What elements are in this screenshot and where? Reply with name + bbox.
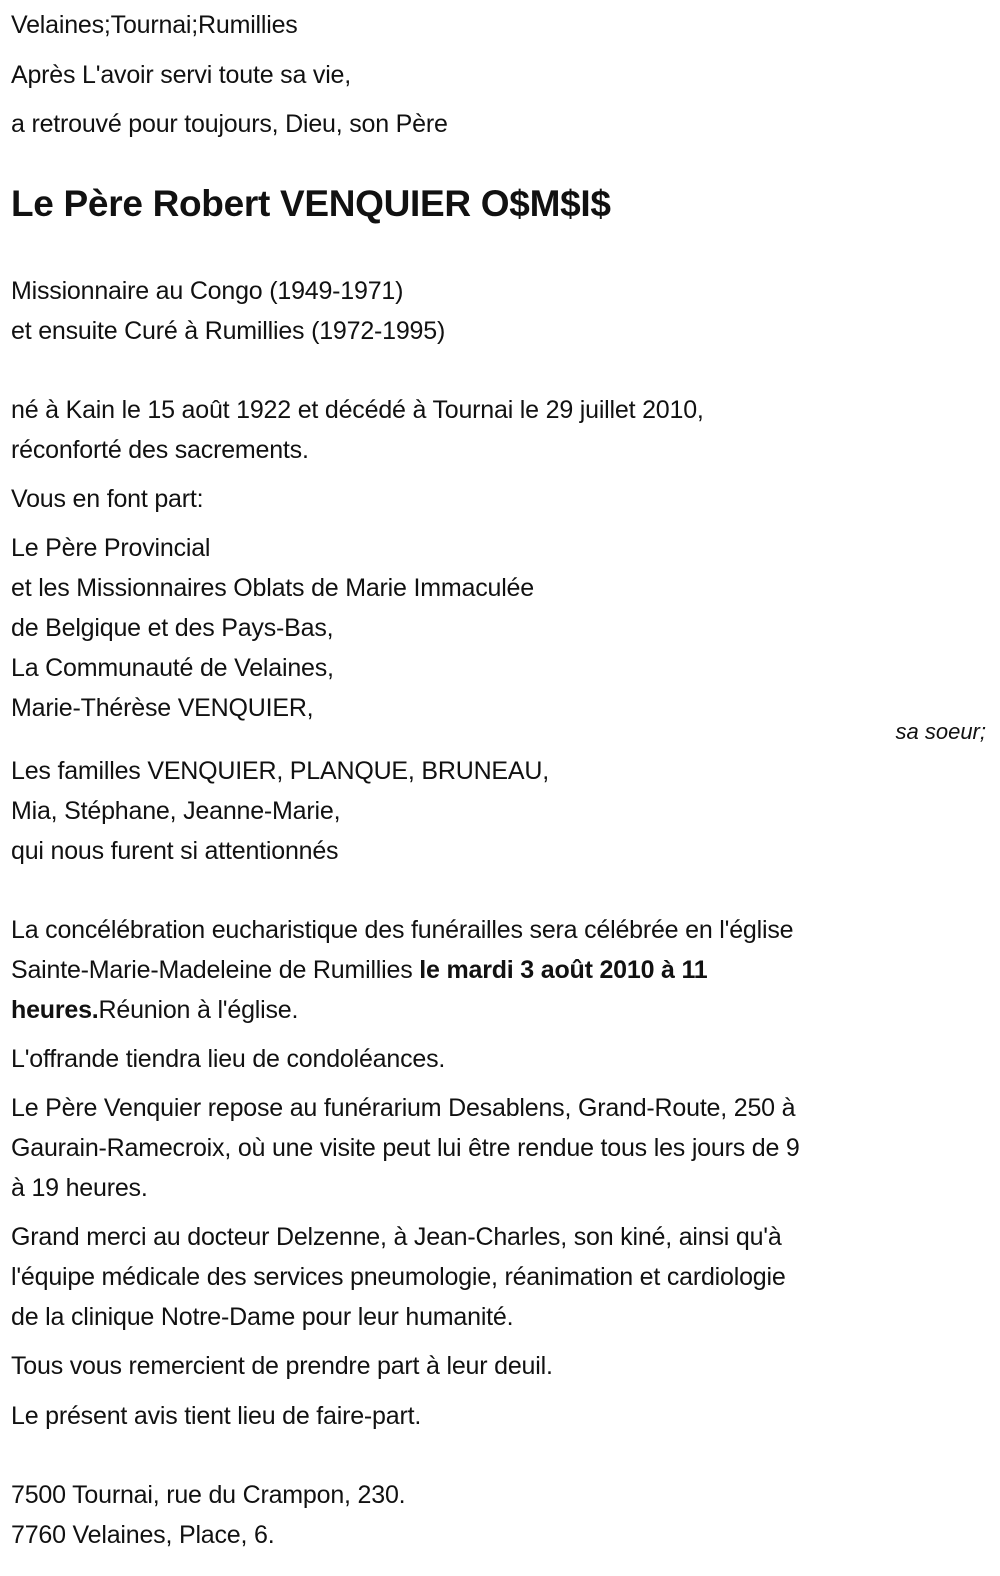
- meeting-note: Réunion à l'église.: [98, 996, 299, 1024]
- announcers-intro: Vous en font part:: [11, 485, 204, 513]
- locations-line: Velaines;Tournai;Rumillies: [11, 11, 298, 39]
- closing-line-1: Tous vous remercient de prendre part à leur deuil.: [11, 1352, 553, 1380]
- funerarium-line: Le Père Venquier repose au funérarium Desablens, Grand-Route, 250 à: [11, 1094, 796, 1122]
- thanks-line: de la clinique Notre-Dame pour leur humanité.: [11, 1303, 514, 1331]
- funerarium-line: à 19 heures.: [11, 1174, 148, 1202]
- address-line: 7760 Velaines, Place, 6.: [11, 1521, 275, 1549]
- funeral-date: le mardi 3 août 2010 à 11: [419, 956, 708, 984]
- announcer-line: de Belgique et des Pays-Bas,: [11, 614, 334, 642]
- closing-line-2: Le présent avis tient lieu de faire-part.: [11, 1402, 422, 1430]
- dates-line-2: réconforté des sacrements.: [11, 436, 309, 464]
- intro-line-1: Après L'avoir servi toute sa vie,: [11, 61, 351, 89]
- career-line-2: et ensuite Curé à Rumillies (1972-1995): [11, 317, 446, 345]
- announcer-line: et les Missionnaires Oblats de Marie Immaculée: [11, 574, 534, 602]
- intro-line-2: a retrouvé pour toujours, Dieu, son Père: [11, 110, 448, 138]
- funeral-line-2: [11, 950, 708, 990]
- thanks-line: l'équipe médicale des services pneumologie, réanimation et cardiologie: [11, 1263, 786, 1291]
- sister-note: sa soeur;: [895, 719, 986, 744]
- funeral-time: heures.: [11, 996, 99, 1024]
- funeral-line-1: La concélébration eucharistique des funérailles sera célébrée en l'église: [11, 916, 794, 944]
- address-line: 7500 Tournai, rue du Crampon, 230.: [11, 1481, 406, 1509]
- funeral-line-3: [11, 990, 298, 1030]
- offering-line: L'offrande tiendra lieu de condoléances.: [11, 1045, 446, 1073]
- dates-line-1: né à Kain le 15 août 1922 et décédé à Tournai le 29 juillet 2010,: [11, 396, 704, 424]
- announcer-line: Marie-Thérèse VENQUIER,: [11, 694, 314, 722]
- page-title: Le Père Robert VENQUIER O$M$I$: [11, 183, 611, 224]
- family-line: Les familles VENQUIER, PLANQUE, BRUNEAU,: [11, 757, 549, 785]
- funerarium-line: Gaurain-Ramecroix, où une visite peut lui être rendue tous les jours de 9: [11, 1134, 800, 1162]
- announcer-line: La Communauté de Velaines,: [11, 654, 334, 682]
- thanks-line: Grand merci au docteur Delzenne, à Jean-Charles, son kiné, ainsi qu'à: [11, 1223, 782, 1251]
- church-name: Sainte-Marie-Madeleine de Rumillies: [11, 956, 420, 984]
- career-line-1: Missionnaire au Congo (1949-1971): [11, 277, 404, 305]
- family-line: Mia, Stéphane, Jeanne-Marie,: [11, 797, 341, 825]
- family-line: qui nous furent si attentionnés: [11, 837, 339, 865]
- announcer-line: Le Père Provincial: [11, 534, 211, 562]
